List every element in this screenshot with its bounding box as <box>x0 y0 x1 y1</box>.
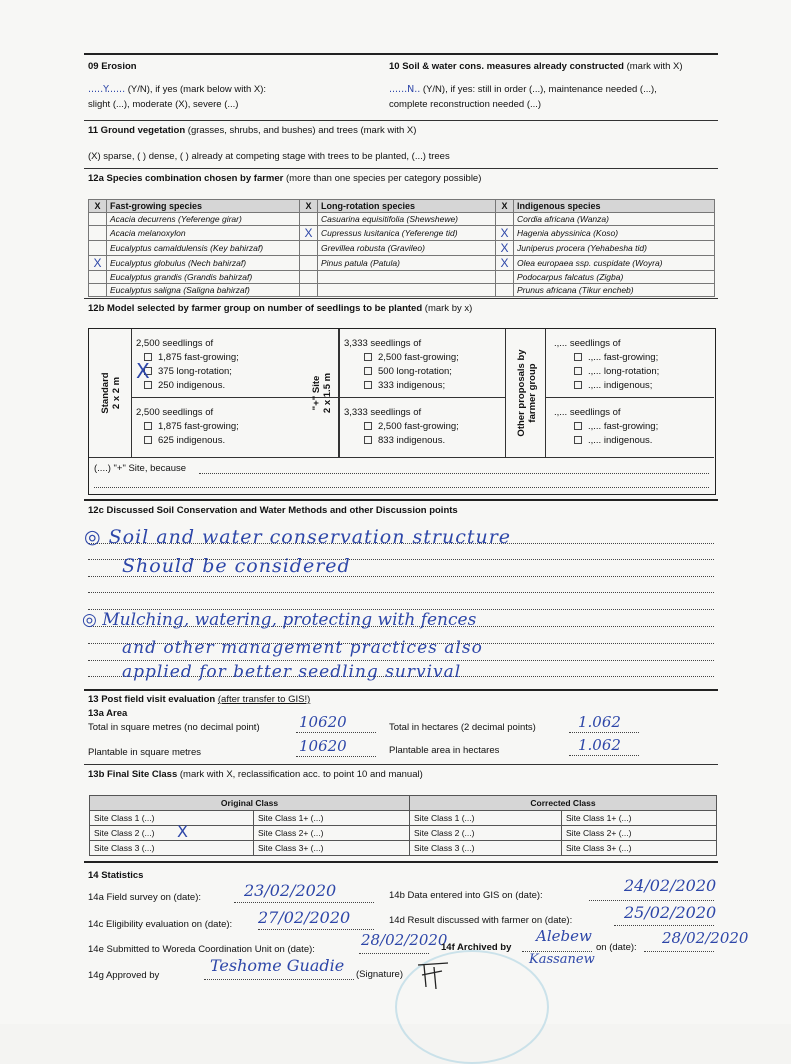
site-class-cell[interactable]: Site Class 3+ (...) <box>562 841 717 856</box>
s13-title-text: 13 Post field visit evaluation <box>88 694 216 705</box>
plus-site-because: (....) "+" Site, because <box>94 463 187 474</box>
site-class-cell[interactable]: Site Class 2 (...) <box>410 826 562 841</box>
std-b-head: 2,500 seedlings of <box>136 407 214 418</box>
s14e-value: 28/02/2020 <box>361 931 448 949</box>
s13b-title-text: 13b Final Site Class <box>88 769 178 780</box>
dotted-line <box>569 755 639 756</box>
plus-size-text: 2 x 1.5 m <box>322 372 333 414</box>
oth-a-3-text: .,... indigenous; <box>588 380 653 391</box>
species-mark-cell[interactable] <box>300 271 318 284</box>
s14e-label: 14e Submitted to Woreda Coordination Unit on (date): <box>88 944 315 955</box>
s09-title: 09 Erosion <box>88 61 137 72</box>
checkbox[interactable] <box>364 367 372 375</box>
total-sqm-label: Total in square metres (no decimal point) <box>88 722 260 733</box>
species-mark-cell[interactable]: X <box>89 256 107 271</box>
rule <box>84 764 718 765</box>
plus-a-1-text: 2,500 fast-growing; <box>378 352 459 363</box>
plant-sqm-label: Plantable in square metres <box>88 747 202 758</box>
species-name-cell: Eucalyptus camaldulensis (Key bahirzaf) <box>107 241 300 256</box>
dotted-line <box>644 951 714 952</box>
s09-line2: slight (...), moderate (X), severe (...) <box>88 99 239 110</box>
species-row <box>89 226 715 241</box>
s10-line1-text: (Y/N), if yes: still in order (...), maintenance needed (...), <box>422 84 657 95</box>
species-name-cell: Eucalyptus grandis (Grandis bahirzaf) <box>107 271 300 284</box>
species-name-cell: Hagenia abyssinica (Koso) <box>514 226 715 241</box>
oth-b-head: .,... seedlings of <box>554 407 621 418</box>
indigenous-header: Indigenous species <box>514 200 715 213</box>
plus-b-2 <box>364 435 445 446</box>
site-class-cell[interactable]: Site Class 3 (...) <box>90 841 254 856</box>
checkbox[interactable] <box>364 422 372 430</box>
s14f-value-2: Kassanew <box>529 952 595 967</box>
checkbox[interactable] <box>574 422 582 430</box>
site-class-cell[interactable]: Site Class 1 (...) <box>410 811 562 826</box>
species-mark-cell[interactable] <box>89 271 107 284</box>
species-mark-cell[interactable]: X <box>300 226 318 241</box>
s12a-title-suffix: (more than one species per category possible) <box>286 173 482 184</box>
dotted-line <box>359 953 429 954</box>
dotted-line <box>204 979 354 980</box>
checkbox[interactable] <box>144 422 152 430</box>
s12b-title-text: 12b Model selected by farmer group on number of seedlings to be planted <box>88 303 423 314</box>
rule <box>84 120 718 121</box>
std-b-2 <box>144 435 225 446</box>
total-ha-label: Total in hectares (2 decimal points) <box>389 722 536 733</box>
standard-size-text: 2 x 2 m <box>111 376 122 410</box>
oth-a-2 <box>574 366 659 377</box>
dotted-line <box>614 925 714 926</box>
rule <box>84 168 718 169</box>
s10-line2: complete reconstruction needed (...) <box>389 99 542 110</box>
std-a-head: 2,500 seedlings of <box>136 338 214 349</box>
original-class-header: Original Class <box>90 796 410 811</box>
species-table <box>88 199 715 297</box>
dotted-line <box>258 929 374 930</box>
s14f-label: 14f Archived by <box>441 942 512 953</box>
dotted-line <box>88 660 714 661</box>
species-name-cell <box>318 271 496 284</box>
s12c-title: 12c Discussed Soil Conservation and Water Methods and other Discussion points <box>88 505 458 516</box>
plus-b-1-text: 2,500 fast-growing; <box>378 421 459 432</box>
std-b-1 <box>144 421 239 432</box>
s14g-value: Teshome Guadie <box>210 956 345 975</box>
standard-label-text: Standard <box>100 372 111 414</box>
s14f-date-value: 28/02/2020 <box>662 929 749 947</box>
oth-b-1 <box>574 421 658 432</box>
species-mark-cell[interactable] <box>300 256 318 271</box>
std-a-2 <box>144 366 232 377</box>
checkbox[interactable] <box>574 367 582 375</box>
handwritten-line-2: Should be considered <box>122 555 351 577</box>
species-mark-cell[interactable] <box>300 284 318 297</box>
species-row <box>89 213 715 226</box>
rule <box>84 689 718 691</box>
species-row <box>89 284 715 297</box>
site-class-cell[interactable]: Site Class 3 (...) <box>410 841 562 856</box>
species-name-cell: Eucalyptus saligna (Saligna bahirzaf) <box>107 284 300 297</box>
s14b-value: 24/02/2020 <box>624 876 717 895</box>
species-name-cell: Cupressus lusitanica (Yeferenge tid) <box>318 226 496 241</box>
species-row <box>89 271 715 284</box>
species-name-cell <box>318 284 496 297</box>
site-class-cell[interactable]: Site Class 2+ (...) <box>254 826 410 841</box>
std-a-1-text: 1,875 fast-growing; <box>158 352 239 363</box>
plus-a-1 <box>364 352 459 363</box>
s14g-label: 14g Approved by <box>88 970 160 981</box>
species-mark-cell[interactable] <box>89 213 107 226</box>
handwritten-line-5: applied for better seedling survival <box>122 662 462 682</box>
checkbox[interactable] <box>144 436 152 444</box>
s13-title-suffix: (after transfer to GIS!) <box>217 694 311 705</box>
std-b-1-text: 1,875 fast-growing; <box>158 421 239 432</box>
plus-label-text: "+" Site <box>311 375 322 411</box>
species-mark-cell[interactable] <box>300 213 318 226</box>
plus-b-head: 3,333 seedlings of <box>344 407 422 418</box>
site-class-mark: X <box>177 822 188 841</box>
rule <box>89 457 714 458</box>
species-mark-cell[interactable] <box>89 226 107 241</box>
checkbox[interactable] <box>364 381 372 389</box>
species-name-cell: Juniperus procera (Yehabesha tid) <box>514 241 715 256</box>
plant-ha-label: Plantable area in hectares <box>389 745 500 756</box>
x-header-2: X <box>300 200 318 213</box>
other-label-text: Other proposals by <box>516 349 527 437</box>
species-mark-cell[interactable] <box>496 213 514 226</box>
handwritten-line-4: and other management practices also <box>122 638 483 658</box>
s12b-title-suffix: (mark by x) <box>424 303 473 314</box>
oth-b-2-text: .,... indigenous. <box>588 435 653 446</box>
std-b-2-text: 625 indigenous. <box>158 435 226 446</box>
plus-a-head: 3,333 seedlings of <box>344 338 422 349</box>
species-name-cell: Cordia africana (Wanza) <box>514 213 715 226</box>
dotted-line <box>296 732 376 733</box>
plus-b-2-text: 833 indigenous. <box>378 435 446 446</box>
x-header-1: X <box>89 200 107 213</box>
species-row <box>89 256 715 271</box>
oth-a-3 <box>574 380 652 391</box>
s12a-title <box>88 173 481 184</box>
top-rule <box>84 53 718 55</box>
total-sqm-value: 10620 <box>299 713 347 731</box>
plus-a-3-text: 333 indigenous; <box>378 380 446 391</box>
standard-label <box>100 348 122 438</box>
oth-b-2 <box>574 435 652 446</box>
handwritten-line-3: ◎ Mulching, watering, protecting with fences <box>82 610 477 630</box>
species-mark-cell[interactable] <box>496 271 514 284</box>
fast-growing-header: Fast-growing species <box>107 200 300 213</box>
other-label <box>516 338 538 448</box>
species-mark-cell[interactable] <box>89 284 107 297</box>
s13-title <box>88 694 310 705</box>
plus-a-2 <box>364 366 452 377</box>
dotted-line <box>88 592 714 593</box>
s14a-value: 23/02/2020 <box>244 881 337 900</box>
s12a-title-text: 12a Species combination chosen by farmer <box>88 173 284 184</box>
form-frame <box>82 53 749 993</box>
dotted-line <box>589 900 714 901</box>
handwritten-line-1: ◎ Soil and water conservation structure <box>84 526 512 548</box>
plant-ha-value: 1.062 <box>578 736 621 754</box>
s14b-label: 14b Data entered into GIS on (date): <box>389 890 543 901</box>
site-class-cell[interactable]: Site Class 1+ (...) <box>562 811 717 826</box>
rule <box>84 298 718 299</box>
site-class-cell[interactable]: Site Class 2 (...) <box>90 826 254 841</box>
s10-line1 <box>389 84 657 95</box>
checkbox[interactable] <box>574 436 582 444</box>
species-mark-cell[interactable]: X <box>496 226 514 241</box>
s10-line1-fill: ......N.. <box>389 84 421 95</box>
oth-a-1-text: .,... fast-growing; <box>588 352 659 363</box>
species-name-cell: Eucalyptus globulus (Nech bahirzaf) <box>107 256 300 271</box>
s11-title-suffix: (grasses, shrubs, and bushes) and trees (mark with X) <box>187 125 417 136</box>
dotted-line <box>234 902 374 903</box>
standard-mark: X <box>136 359 150 383</box>
oth-a-2-text: .,... long-rotation; <box>588 366 660 377</box>
site-class-cell[interactable]: Site Class 1 (...) <box>90 811 254 826</box>
checkbox[interactable] <box>364 436 372 444</box>
oth-a-1 <box>574 352 658 363</box>
s10-title <box>389 61 683 72</box>
s09-line1-text: (Y/N), if yes (mark below with X): <box>127 84 267 95</box>
std-a-3-text: 250 indigenous. <box>158 380 226 391</box>
checkbox[interactable] <box>364 353 372 361</box>
species-name-cell: Olea europaea ssp. cuspidate (Woyra) <box>514 256 715 271</box>
species-mark-cell[interactable]: X <box>496 256 514 271</box>
rule <box>84 861 718 863</box>
s14c-value: 27/02/2020 <box>258 908 351 927</box>
std-a-1 <box>144 352 239 363</box>
species-name-cell: Pinus patula (Patula) <box>318 256 496 271</box>
corrected-class-header: Corrected Class <box>410 796 717 811</box>
s11-title-text: 11 Ground vegetation <box>88 125 186 136</box>
oth-b-1-text: .,... fast-growing; <box>588 421 659 432</box>
s10-title-suffix: (mark with X) <box>626 61 683 72</box>
other-label-text-2: farmer group <box>527 363 538 423</box>
dotted-line <box>199 473 709 474</box>
site-class-cell[interactable]: Site Class 2+ (...) <box>562 826 717 841</box>
species-name-cell: Grevillea robusta (Gravileo) <box>318 241 496 256</box>
species-name-cell: Casuarina equisitifolia (Shewshewe) <box>318 213 496 226</box>
dotted-line <box>94 487 709 488</box>
s13b-title-suffix: (mark with X, reclassification acc. to point 10 and manual) <box>179 769 423 780</box>
plus-a-3 <box>364 380 445 391</box>
s14-title: 14 Statistics <box>88 870 144 881</box>
site-class-cell[interactable]: Site Class 1+ (...) <box>254 811 410 826</box>
species-mark-cell[interactable]: X <box>496 241 514 256</box>
species-name-cell: Acacia melanoxylon <box>107 226 300 241</box>
species-header-row <box>89 200 715 213</box>
s13b-title <box>88 769 423 780</box>
s11-line: (X) sparse, ( ) dense, ( ) already at competing stage with trees to be planted, (...) trees <box>88 151 450 162</box>
rule <box>84 499 718 501</box>
species-name-cell: Podocarpus falcatus (Zigba) <box>514 271 715 284</box>
plus-label <box>311 343 333 443</box>
species-name-cell: Prunus africana (Tikur encheb) <box>514 284 715 297</box>
s14d-value: 25/02/2020 <box>624 903 717 922</box>
dotted-line <box>569 732 639 733</box>
oth-a-head: .,... seedlings of <box>554 338 621 349</box>
signature-label: (Signature) <box>356 969 403 980</box>
dotted-line <box>296 756 376 757</box>
s09-line1-fill: .....Y...... <box>88 84 126 95</box>
checkbox[interactable] <box>574 353 582 361</box>
site-class-cell[interactable]: Site Class 3+ (...) <box>254 841 410 856</box>
long-rotation-header: Long-rotation species <box>318 200 496 213</box>
species-row <box>89 241 715 256</box>
plant-sqm-value: 10620 <box>299 737 347 755</box>
s10-title-text: 10 Soil & water cons. measures already constructed <box>389 61 624 72</box>
plus-b-1 <box>364 421 459 432</box>
s11-title <box>88 125 416 136</box>
species-mark-cell[interactable] <box>89 241 107 256</box>
s14f-value: Alebew <box>536 927 592 945</box>
s14d-label: 14d Result discussed with farmer on (date): <box>389 915 573 926</box>
s13a-title: 13a Area <box>88 708 128 719</box>
site-class-header-row <box>90 796 717 811</box>
species-mark-cell[interactable] <box>300 241 318 256</box>
total-ha-value: 1.062 <box>578 713 621 731</box>
plus-a-2-text: 500 long-rotation; <box>378 366 452 377</box>
s14f-date-label: on (date): <box>596 942 637 953</box>
s09-line1 <box>88 84 266 95</box>
site-class-row <box>90 841 717 856</box>
std-a-3 <box>144 380 225 391</box>
std-a-2-text: 375 long-rotation; <box>158 366 232 377</box>
s14a-label: 14a Field survey on (date): <box>88 892 202 903</box>
species-mark-cell[interactable] <box>496 284 514 297</box>
x-header-3: X <box>496 200 514 213</box>
checkbox[interactable] <box>574 381 582 389</box>
s12b-title <box>88 303 472 314</box>
signature-mark <box>414 957 454 991</box>
s14c-label: 14c Eligibility evaluation on (date): <box>88 919 233 930</box>
species-name-cell: Acacia decurrens (Yeferenge girar) <box>107 213 300 226</box>
